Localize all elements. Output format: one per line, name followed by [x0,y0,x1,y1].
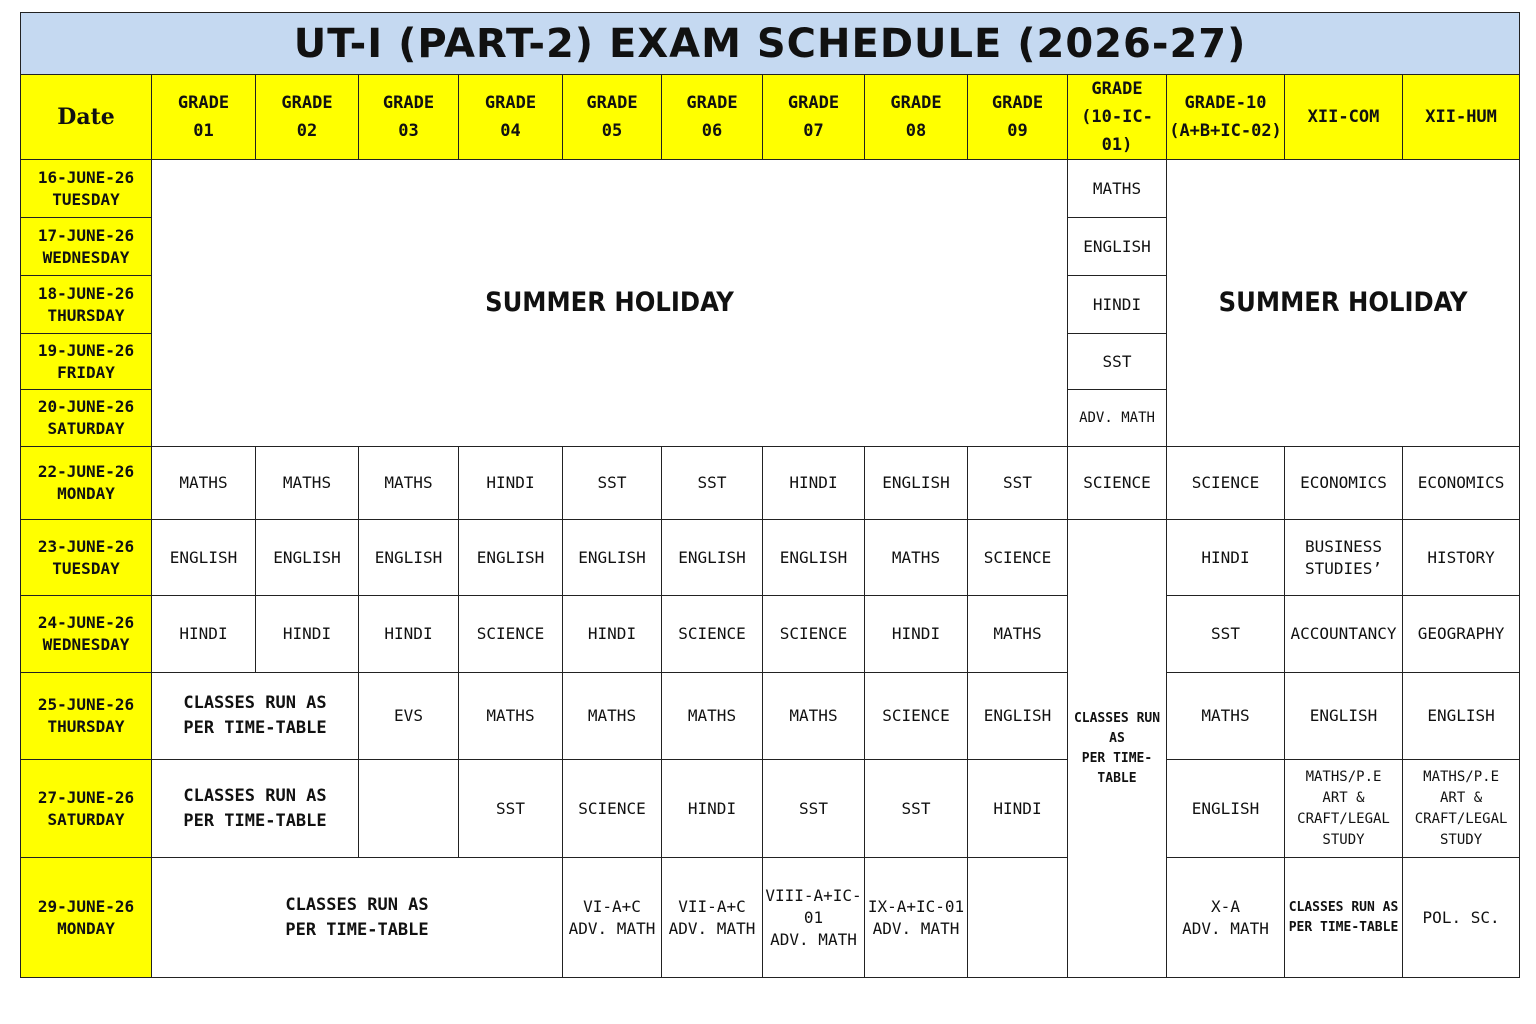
classes-run-cell: CLASSES RUN AS PER TIME-TABLE [152,858,563,978]
date-cell: 24-JUNE-26 WEDNESDAY [21,596,152,673]
header-grade-04: GRADE 04 [459,75,563,160]
exam-cell: MATHS [152,447,256,520]
table-row [21,673,1520,760]
exam-cell: MATHS [1068,160,1167,218]
exam-cell: IX-A+IC-01 ADV. MATH [865,858,968,978]
exam-cell: ENGLISH [1285,673,1403,760]
exam-cell: EVS [359,673,459,760]
exam-cell: SST [763,760,865,858]
exam-cell: SST [459,760,563,858]
exam-cell: BUSINESS STUDIES’ [1285,520,1403,596]
page-title: UT-I (PART-2) EXAM SCHEDULE (2026-27) [21,13,1520,75]
date-cell: 27-JUNE-26 SATURDAY [21,760,152,858]
exam-cell: SST [865,760,968,858]
exam-cell: SCIENCE [662,596,763,673]
exam-cell: ECONOMICS [1403,447,1520,520]
exam-cell: MATHS [763,673,865,760]
exam-cell: MATHS/P.E ART & CRAFT/LEGAL STUDY [1285,760,1403,858]
exam-cell: ENGLISH [1403,673,1520,760]
exam-cell: SCIENCE [865,673,968,760]
exam-cell: SST [1167,596,1285,673]
exam-cell: ENGLISH [865,447,968,520]
exam-schedule-table [20,12,1520,978]
exam-cell: X-A ADV. MATH [1167,858,1285,978]
header-grade-06: GRADE 06 [662,75,763,160]
exam-cell: HINDI [152,596,256,673]
header-xii-hum: XII-HUM [1403,75,1520,160]
exam-cell: ENGLISH [968,673,1068,760]
exam-cell: MATHS [968,596,1068,673]
exam-cell: ENGLISH [359,520,459,596]
exam-cell: SCIENCE [968,520,1068,596]
exam-cell: ENGLISH [1167,760,1285,858]
exam-cell-empty [359,760,459,858]
header-grade-02: GRADE 02 [256,75,359,160]
exam-cell-empty [968,858,1068,978]
exam-cell: SST [662,447,763,520]
exam-cell: MATHS [256,447,359,520]
exam-cell: ENGLISH [563,520,662,596]
header-grade-10-ic-01: GRADE (10-IC-01) [1068,75,1167,160]
exam-cell: HINDI [968,760,1068,858]
exam-cell: MATHS [459,673,563,760]
exam-cell: ENGLISH [459,520,563,596]
exam-cell: VI-A+C ADV. MATH [563,858,662,978]
header-grade-09: GRADE 09 [968,75,1068,160]
table-row [21,858,1520,978]
classes-run-cell: CLASSES RUN AS PER TIME-TABLE [152,673,359,760]
header-date: Date [21,75,152,160]
date-cell: 20-JUNE-26 SATURDAY [21,390,152,447]
exam-cell: SST [563,447,662,520]
exam-cell: MATHS/P.E ART & CRAFT/LEGAL STUDY [1403,760,1520,858]
exam-cell: SCIENCE [1068,447,1167,520]
exam-cell: HINDI [359,596,459,673]
exam-cell: SST [968,447,1068,520]
header-grade-01: GRADE 01 [152,75,256,160]
exam-cell: VIII-A+IC-01 ADV. MATH [763,858,865,978]
exam-cell: MATHS [865,520,968,596]
header-xii-com: XII-COM [1285,75,1403,160]
exam-cell: MATHS [662,673,763,760]
exam-cell: ENGLISH [662,520,763,596]
exam-cell: MATHS [359,447,459,520]
exam-cell: HISTORY [1403,520,1520,596]
date-cell: 29-JUNE-26 MONDAY [21,858,152,978]
exam-cell: ECONOMICS [1285,447,1403,520]
exam-cell: ACCOUNTANCY [1285,596,1403,673]
exam-cell: HINDI [256,596,359,673]
header-grade-08: GRADE 08 [865,75,968,160]
exam-cell: HINDI [763,447,865,520]
classes-run-cell: CLASSES RUN AS PER TIME-TABLE [1285,858,1403,978]
classes-run-cell-ic01: CLASSES RUN AS PER TIME- TABLE [1068,520,1167,978]
exam-cell: POL. SC. [1403,858,1520,978]
header-grade-07: GRADE 07 [763,75,865,160]
summer-holiday-block-left: SUMMER HOLIDAY [152,160,1068,447]
exam-cell: HINDI [1068,276,1167,334]
date-cell: 16-JUNE-26 TUESDAY [21,160,152,218]
exam-cell: ADV. MATH [1068,390,1167,447]
date-cell: 19-JUNE-26 FRIDAY [21,334,152,390]
table-row [21,520,1520,596]
exam-cell: HINDI [662,760,763,858]
exam-cell: SCIENCE [459,596,563,673]
header-grade-03: GRADE 03 [359,75,459,160]
exam-cell: SCIENCE [763,596,865,673]
exam-cell: HINDI [563,596,662,673]
date-cell: 17-JUNE-26 WEDNESDAY [21,218,152,276]
classes-run-cell: CLASSES RUN AS PER TIME-TABLE [152,760,359,858]
header-row [21,75,1520,160]
exam-cell: SST [1068,334,1167,390]
summer-holiday-block-right: SUMMER HOLIDAY [1167,160,1520,447]
exam-cell: ENGLISH [256,520,359,596]
date-cell: 25-JUNE-26 THURSDAY [21,673,152,760]
schedule-sheet [20,12,1519,978]
header-grade-10-ab-ic-02: GRADE-10 (A+B+IC-02) [1167,75,1285,160]
exam-cell: MATHS [1167,673,1285,760]
exam-cell: MATHS [563,673,662,760]
date-cell: 22-JUNE-26 MONDAY [21,447,152,520]
date-cell: 18-JUNE-26 THURSDAY [21,276,152,334]
exam-cell: HINDI [459,447,563,520]
table-row [21,447,1520,520]
exam-cell: ENGLISH [763,520,865,596]
date-cell: 23-JUNE-26 TUESDAY [21,520,152,596]
table-row [21,160,1520,218]
exam-cell: ENGLISH [152,520,256,596]
exam-cell: HINDI [1167,520,1285,596]
title-row [21,13,1520,75]
exam-cell: ENGLISH [1068,218,1167,276]
header-grade-05: GRADE 05 [563,75,662,160]
exam-cell: VII-A+C ADV. MATH [662,858,763,978]
exam-cell: SCIENCE [1167,447,1285,520]
exam-cell: GEOGRAPHY [1403,596,1520,673]
table-row [21,760,1520,858]
exam-cell: SCIENCE [563,760,662,858]
exam-cell: HINDI [865,596,968,673]
table-row [21,596,1520,673]
